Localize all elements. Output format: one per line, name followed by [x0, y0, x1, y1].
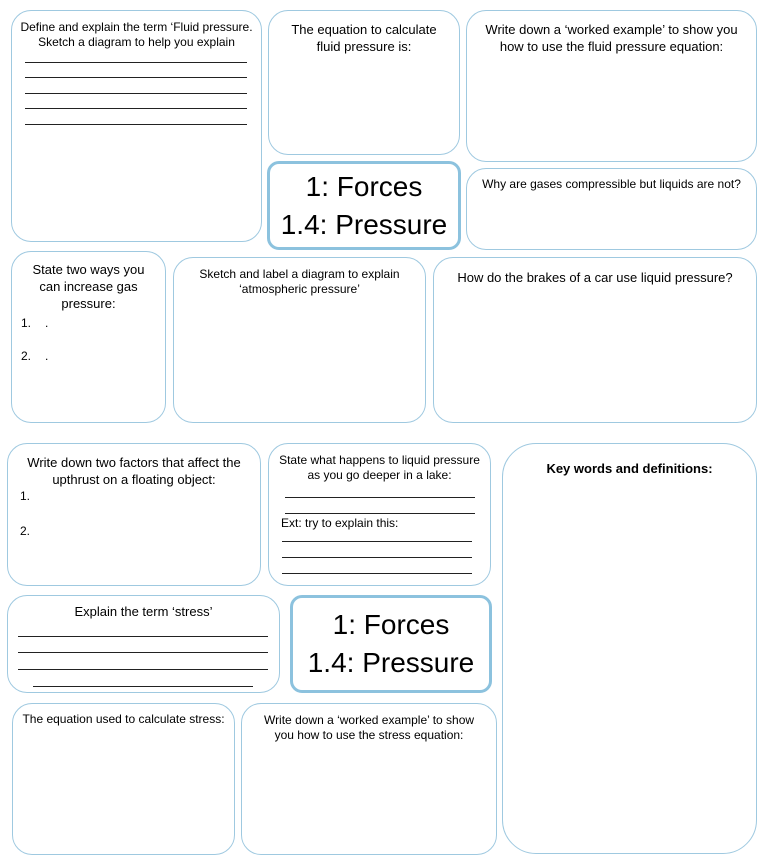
fluid-equation-prompt: The equation to calculate fluid pressure is: [291, 22, 437, 54]
title-line-1: 1: Forces [332, 609, 450, 640]
list-item-dot: . [45, 349, 49, 363]
key-words-box [502, 443, 757, 854]
gases-compressible-prompt: Why are gases compressible but liquids are not? [482, 177, 741, 191]
title-card-top [267, 161, 461, 250]
title-line-2: 1.4: Pressure [280, 208, 448, 240]
stress-worked-example-prompt: Write down a ‘worked example’ to show you how to use the stress equation: [263, 713, 475, 742]
answer-line [25, 93, 247, 94]
answer-line [285, 497, 475, 498]
answer-line [25, 77, 247, 78]
list-item-number: 1. [21, 316, 32, 330]
answer-line [282, 573, 472, 574]
key-words-heading: Key words and definitions: [546, 461, 713, 476]
list-item-dot: . [45, 316, 49, 330]
answer-line [18, 636, 268, 637]
list-item-number: 2. [20, 524, 31, 538]
answer-line [18, 669, 268, 670]
list-item-number: 2. [21, 349, 32, 363]
stress-explain-prompt: Explain the term ‘stress’ [74, 604, 213, 619]
answer-line [25, 62, 247, 63]
answer-line [282, 557, 472, 558]
title-line-1: 1: Forces [305, 170, 423, 202]
gas-pressure-prompt: State two ways you can increase gas pressure: [32, 262, 145, 311]
atmospheric-pressure-prompt: Sketch and label a diagram to explain ‘atmospheric pressure’ [199, 267, 400, 296]
car-brakes-prompt: How do the brakes of a car use liquid pressure? [457, 270, 733, 285]
fluid-pressure-define-prompt: Define and explain the term ‘Fluid pressure. Sketch a diagram to help you explain [20, 20, 253, 49]
fluid-worked-example-prompt: Write down a ‘worked example’ to show you how to use the fluid pressure equation: [485, 22, 738, 54]
answer-line [18, 652, 268, 653]
liquid-pressure-prompt: State what happens to liquid pressure as you go deeper in a lake: [279, 453, 480, 482]
title-line-2: 1.4: Pressure [307, 647, 475, 678]
answer-line [33, 686, 253, 687]
list-item-number: 1. [20, 489, 31, 503]
answer-line [25, 124, 247, 125]
answer-line [282, 541, 472, 542]
upthrust-prompt: Write down two factors that affect the upthrust on a floating object: [27, 455, 241, 487]
ext-prompt: Ext: try to explain this: [281, 516, 399, 530]
stress-equation-prompt: The equation used to calculate stress: [22, 712, 225, 726]
title-card-bottom [290, 595, 492, 693]
answer-line [25, 108, 247, 109]
answer-line [285, 513, 475, 514]
